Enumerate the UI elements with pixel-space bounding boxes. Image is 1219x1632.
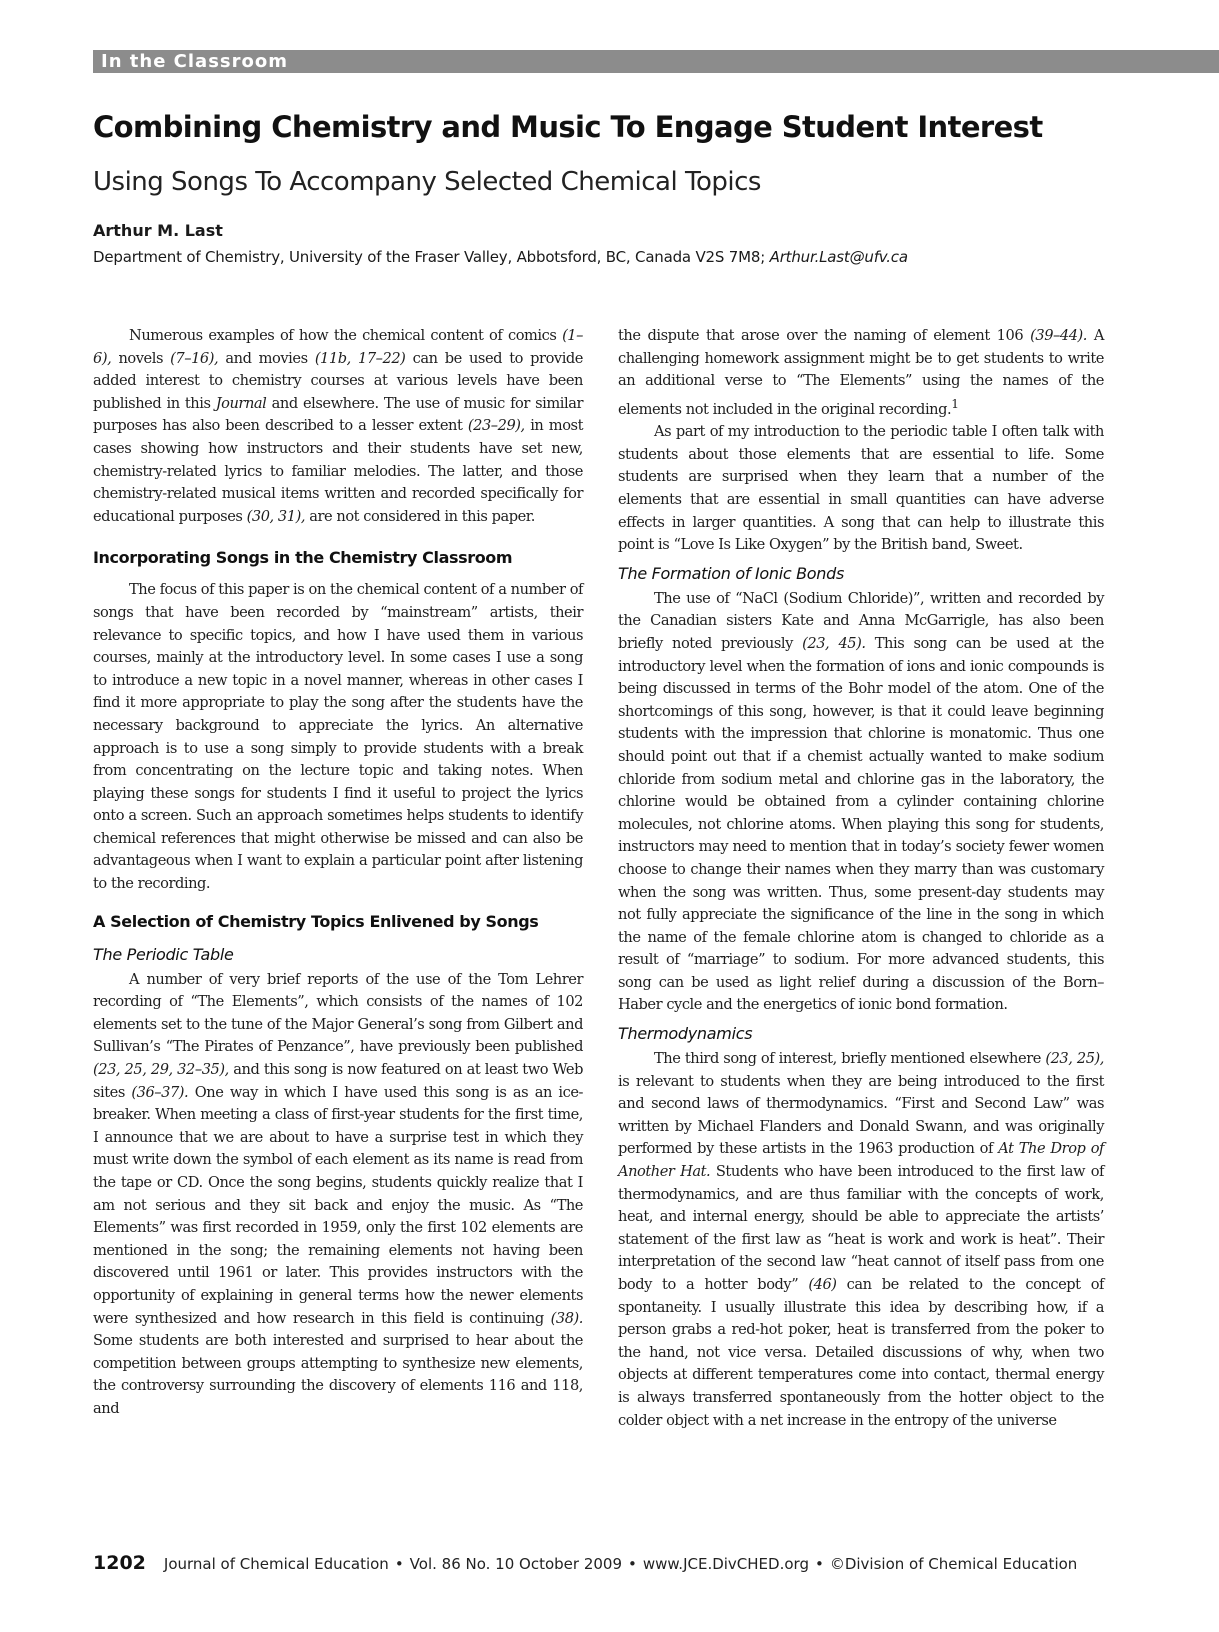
production-title: At The Drop of Another Hat.: [618, 1140, 1104, 1181]
paragraph-essential-elements: As part of my introduction to the periodic table I often talk with students about those elements that are essential to life. Some students are surprised when they learn that a number of the elements that are essential in small quantities can have adverse effects in larger quantities. A song that can help to illustrate this point is “Love Is Like Oxygen” by the British band, Sweet.: [618, 423, 1104, 554]
footer-separator: •: [814, 1555, 824, 1573]
paragraph-periodic-table: A number of very brief reports of the use of the Tom Lehrer recording of “The Elements”, which consists of the names of 102 elements set to the tune of the Major General’s song from Gilbert and Sullivan’s “The Pirates of Penzance”, have previously been published (23, 25, 29, 32–35), and this song is now featured on at least two Web sites (36–37). One way in which I have used this song is as an ice-breaker. When meeting a class of first-year students for the first time, I announce that we are about to have a surprise test in which they must write down the symbol of each element as its name is read from the tape or CD. Once the song begins, students quickly realize that I am not serious and they sit back and enjoy the music. As “The Elements” was first recorded in 1959, only the first 102 elements are mentioned in the song; the remaining elements not having been discovered until 1961 or later. This provides instructors with the opportunity of explaining in general terms how the newer elements were synthesized and how research in this field is continuing (38). Some students are both interested and surprised to hear about the competition between groups attempting to synthesize new elements, the controversy surrounding the discovery of elements 116 and 118, and: [93, 970, 583, 1417]
left-column: [93, 325, 583, 1421]
footer-copyright: ©Division of Chemical Education: [829, 1555, 1078, 1573]
citation[interactable]: (39–44).: [1030, 327, 1087, 344]
citation[interactable]: (7–16),: [170, 349, 219, 367]
citation[interactable]: (23–29),: [467, 417, 525, 435]
paragraph-thermodynamics: The third song of interest, briefly mentioned elsewhere (23, 25), is relevant to students when they are being introduced to the first and second laws of thermodynamics. “First and Second Law” was written by Michael Flanders and Donald Swann, and was originally performed by these artists in the 1963 production of At The Drop of Another Hat. Students who have been introduced to the first law of thermodynamics, and are thus familiar with the concepts of work, heat, and internal energy, should be able to appreciate the artists’ statement of the first law as “heat is work and work is heat”. Their interpretation of the second law “heat cannot of itself pass from one body to a hotter body” (46) can be related to the concept of spontaneity. I usually illustrate this idea by describing how, if a person grabs a red-hot poker, heat is transferred from the poker to the hand, not vice versa. Detailed discussions of why, when two objects at different temperatures come into contact, thermal energy is always transferred spontaneously from the hotter object to the colder object with a net increase in the entropy of the universe: [618, 1050, 1105, 1429]
citation[interactable]: (23, 25),: [1045, 1050, 1104, 1068]
page-number: 1202: [93, 1552, 146, 1574]
footer-separator: •: [394, 1555, 404, 1573]
heading-selection-of-topics: A Selection of Chemistry Topics Enlivened by Songs: [93, 911, 539, 931]
page-footer: [93, 1551, 1219, 1576]
affiliation-text: Department of Chemistry, University of the Fraser Valley, Abbotsford, BC, Canada V2S 7M8;: [93, 248, 766, 266]
paragraph-ionic-bonds: The use of “NaCl (Sodium Chloride)”, written and recorded by the Canadian sisters Kate and Anna McGarrigle, has also been briefly noted previously (23, 45). This song can be used at the introductory level when the formation of ions and ionic compounds is being discussed in terms of the Bohr model of the atom. One of the shortcomings of this song, however, is that it could leave beginning students with the impression that chlorine is monatomic. Thus one should point out that if a chemist actually wanted to make sodium chloride from sodium metal and chlorine gas in the laboratory, the chlorine would be obtained from a cylinder containing chlorine molecules, not chlorine atoms. When playing this song for students, instructors may need to mention that in today’s society fewer women choose to change their names when they marry than was customary when the song was written. Thus, some present-day students may not fully appreciate the significance of the line in the song in which the name of the female chlorine atom is changed to chloride as a result of “marriage” to sodium. For more advanced students, this song can be used as light relief during a discussion of the Born–Haber cycle and the energetics of ionic bond formation.: [618, 589, 1104, 1014]
author-email[interactable]: Arthur.Last@ufv.ca: [769, 248, 908, 266]
section-banner: [93, 50, 1219, 73]
subheading-thermodynamics: Thermodynamics: [618, 1024, 753, 1044]
paragraph-focus: The focus of this paper is on the chemical content of a number of songs that have been recorded by “mainstream” artists, their relevance to specific topics, and how I have used them in various courses, mainly at the introductory level. In some cases I use a song to introduce a new topic in a novel manner, whereas in other cases I find it more appropriate to play the song after the students have the necessary background to appreciate the lyrics. An alternative approach is to use a song simply to provide students with a break from concentrating on the lecture topic and taking notes. When playing these songs for students I find it useful to project the lyrics onto a screen. Such an approach sometimes helps students to identify chemical references that might otherwise be missed and can also be advantageous when I want to explain a particular point after listening to the recording.: [93, 581, 583, 893]
citation[interactable]: (30, 31),: [246, 507, 306, 525]
article-subtitle: Using Songs To Accompany Selected Chemical Topics: [93, 167, 761, 197]
author-affiliation: [93, 245, 1203, 269]
paragraph-element-106: the dispute that arose over the naming of element 106 (39–44). A challenging homework assignment might be to get students to write an additional verse to “The Elements” using the names of the elements not included in the original recording.$^1$: [618, 327, 1104, 418]
citation[interactable]: (1–6),: [93, 327, 583, 367]
citation[interactable]: (36–37).: [131, 1083, 189, 1101]
footer-url[interactable]: www.JCE.DivCHED.org: [642, 1555, 809, 1573]
section-label: In the Classroom: [101, 51, 288, 72]
footer-journal: Journal of Chemical Education: [163, 1555, 389, 1573]
right-column: [618, 325, 1104, 1432]
author-name: Arthur M. Last: [93, 221, 223, 240]
article-title: Combining Chemistry and Music To Engage Student Interest: [93, 110, 1043, 144]
citation[interactable]: (23, 45).: [802, 634, 866, 652]
citation[interactable]: (38).: [550, 1309, 583, 1327]
footnote-marker[interactable]: 1: [951, 396, 959, 411]
footer-separator: •: [628, 1555, 637, 1573]
heading-incorporating-songs: Incorporating Songs in the Chemistry Classroom: [93, 548, 513, 568]
subheading-periodic-table: The Periodic Table: [93, 944, 234, 964]
journal-name: Journal: [215, 394, 267, 412]
citation[interactable]: (23, 25, 29, 32–35),: [93, 1061, 229, 1079]
subheading-ionic-bonds: The Formation of Ionic Bonds: [618, 563, 845, 583]
citation[interactable]: (46): [808, 1276, 837, 1294]
paragraph-intro: Numerous examples of how the chemical content of comics (1–6), novels (7–16), and movies (11b, 17–22) can be used to provide added interest to chemistry courses at various levels have been published in this Journal and elsewhere. The use of music for similar purposes has also been described to a lesser extent (23–29), in most cases showing how instructors and their students have set new, chemistry-related lyrics to familiar melodies. The latter, and those chemistry-related musical items written and recorded specifically for educational purposes (30, 31), are not considered in this paper.: [93, 327, 583, 525]
citation[interactable]: (11b, 17–22): [314, 349, 406, 367]
footer-volume: Vol. 86 No. 10 October 2009: [409, 1555, 623, 1573]
